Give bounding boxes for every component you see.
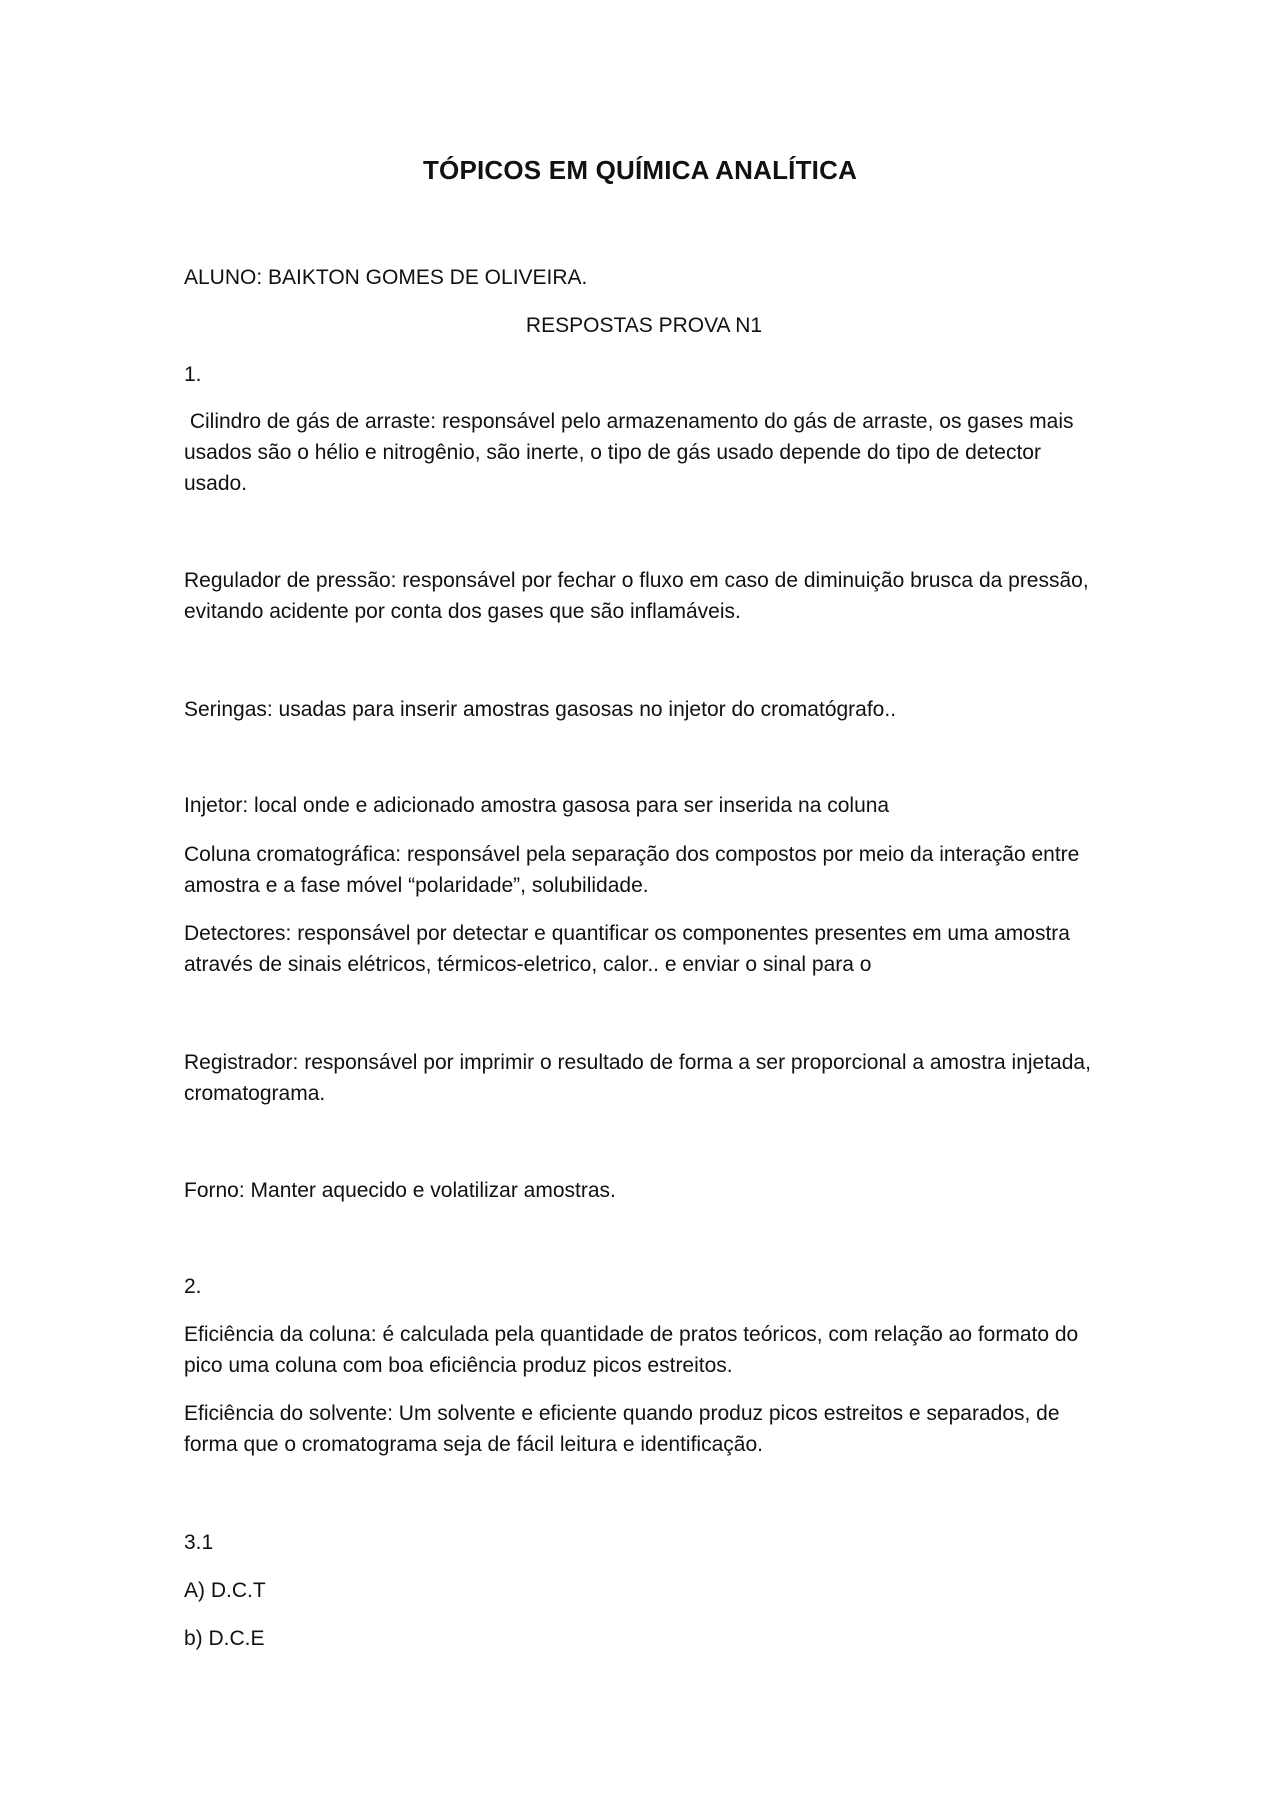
student-name: ALUNO: BAIKTON GOMES DE OLIVEIRA. (184, 266, 588, 289)
answer-paragraph-column: Coluna cromatográfica: responsável pela separação dos compostos por meio da interação entre amostra e a fase móvel “polaridade”, solubilidade. (184, 843, 1080, 897)
document-title: TÓPICOS EM QUÍMICA ANALÍTICA (422, 155, 858, 185)
answer-paragraph-oven: Forno: Manter aquecido e volatilizar amostras. (184, 1179, 616, 1202)
answer-paragraph-pressure-regulator: Regulador de pressão: responsável por fechar o fluxo em caso de diminuição brusca da pressão, evitando acidente por conta dos gases que são inflamáveis. (184, 569, 1089, 623)
answer-paragraph-recorder: Registrador: responsável por imprimir o resultado de forma a ser proporcional a amostra injetada, cromatograma. (184, 1051, 1091, 1105)
answer-paragraph-injector: Injetor: local onde e adicionado amostra gasosa para ser inserida na coluna (184, 794, 890, 817)
answer-paragraph-solvent-efficiency: Eficiência do solvente: Um solvente e eficiente quando produz picos estreitos e separados, de forma que o cromatograma seja de fácil leitura e identificação. (184, 1402, 1060, 1456)
answer-paragraph-detectors: Detectores: responsável por detectar e quantificar os componentes presentes em uma amostra através de sinais elétricos, térmicos-eletrico, calor.. e enviar o sinal para o (184, 922, 1070, 976)
question-1-number: 1. (184, 363, 202, 386)
answer-paragraph-syringes: Seringas: usadas para inserir amostras gasosas no injetor do cromatógrafo.. (184, 698, 897, 721)
question-2-number: 2. (184, 1275, 202, 1298)
answer-item-3a: A) D.C.T (184, 1579, 266, 1602)
answer-paragraph-carrier-gas: Cilindro de gás de arraste: responsável pelo armazenamento do gás de arraste, os gases mais usados são o hélio e nitrogênio, são inerte, o tipo de gás usado depende do tipo de detector usado. (184, 410, 1080, 495)
answer-item-3b: b) D.C.E (184, 1627, 265, 1650)
document-subtitle: RESPOSTAS PROVA N1 (525, 314, 763, 337)
question-3-number: 3.1 (184, 1531, 214, 1554)
answer-paragraph-column-efficiency: Eficiência da coluna: é calculada pela quantidade de pratos teóricos, com relação ao formato do pico uma coluna com boa eficiência produz picos estreitos. (184, 1323, 1079, 1377)
